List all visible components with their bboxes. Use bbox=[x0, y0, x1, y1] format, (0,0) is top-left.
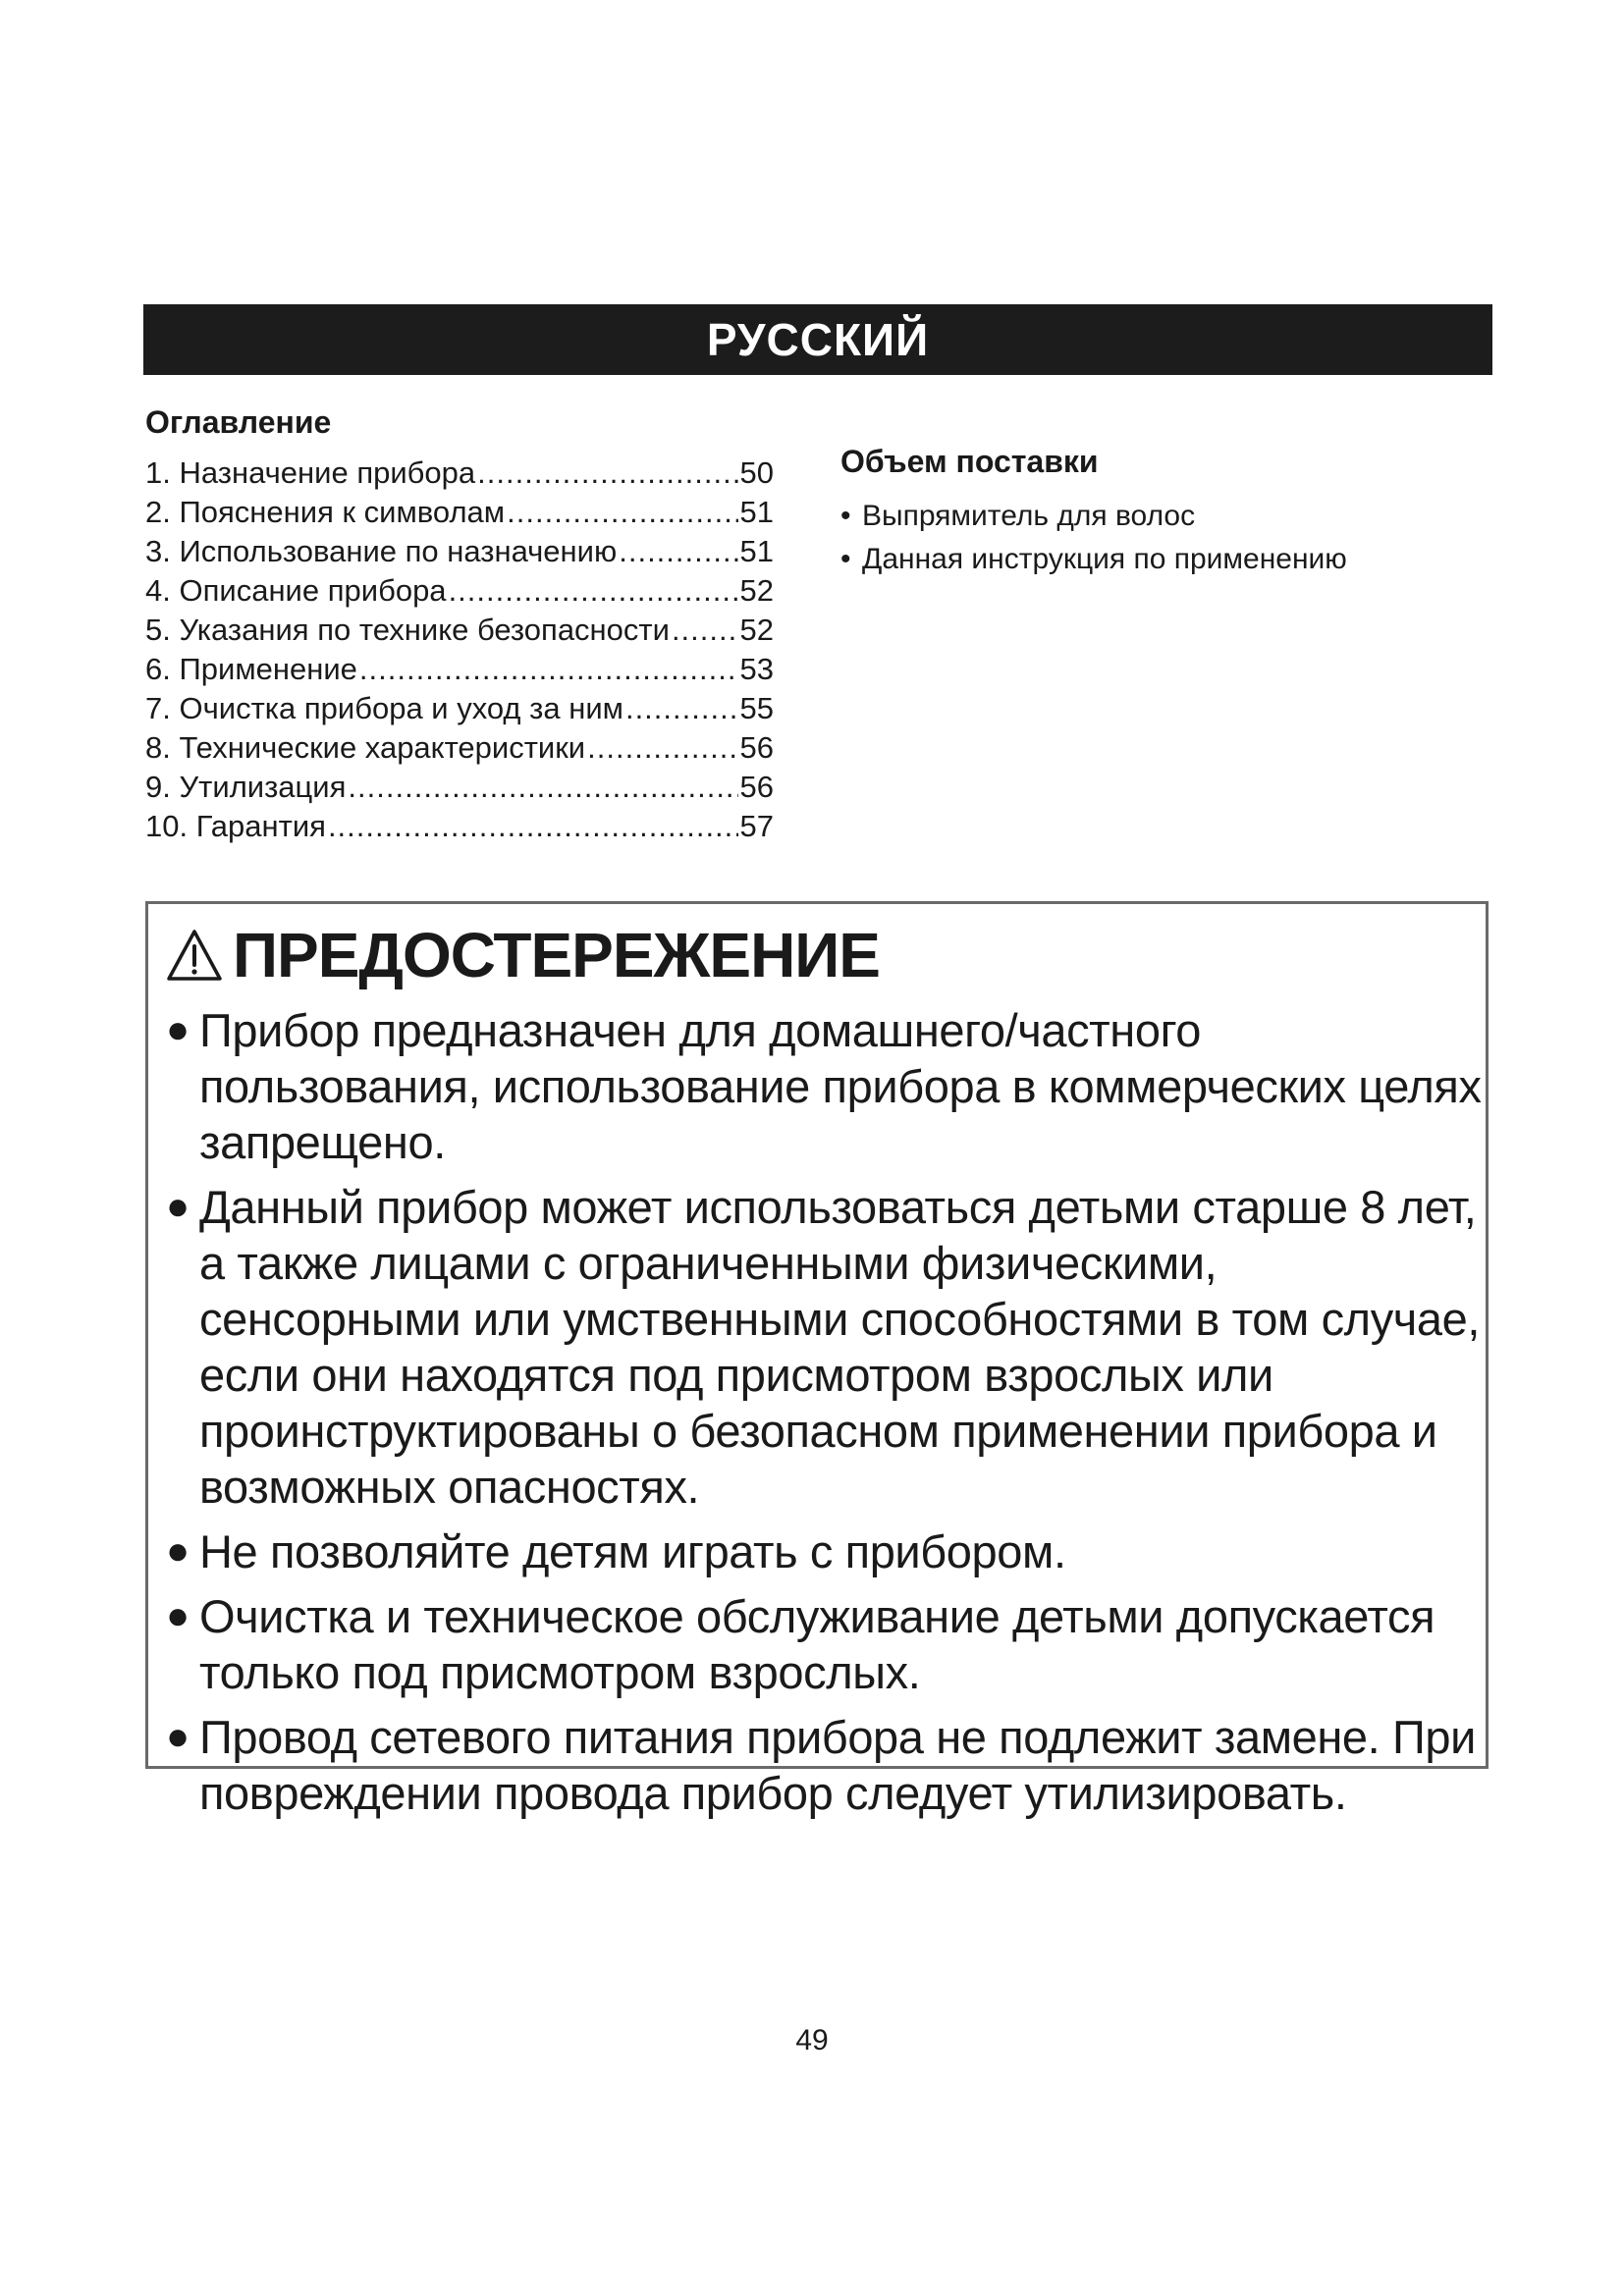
bullet-icon: ● bbox=[166, 1185, 190, 1228]
list-item bbox=[840, 495, 1508, 538]
delivery-item-text: Данная инструкция по применению bbox=[862, 543, 1347, 575]
warning-item-text: Не позволяйте детям играть с прибором. bbox=[199, 1525, 1066, 1577]
warning-item-text: Данный прибор может использоваться детьми старше 8 лет, а также лицами с ограниченными физическими, сенсорными или умственными способностями в том случае, если они находятся под присмотром взрослых или проинструктированы о безопасном применении прибора и возможных опасностях. bbox=[199, 1181, 1481, 1513]
warning-item-text: Провод сетевого питания прибора не подлежит замене. При повреждении провода прибор следует утилизировать. bbox=[199, 1711, 1476, 1819]
toc-item-number: 9. bbox=[145, 770, 171, 804]
toc-item-page: 52 bbox=[739, 573, 774, 608]
bullet-icon: ● bbox=[166, 1008, 190, 1051]
toc-item-number: 8. bbox=[145, 730, 171, 765]
toc-item-page: 56 bbox=[739, 770, 774, 804]
toc-leader-dots bbox=[672, 611, 738, 650]
toc-item-number: 7. bbox=[145, 691, 171, 725]
toc-item-label: Гарантия bbox=[195, 809, 326, 843]
toc-heading: Оглавление bbox=[145, 404, 332, 440]
list-item bbox=[166, 1588, 1482, 1700]
toc-leader-dots bbox=[477, 454, 737, 493]
list-item bbox=[166, 1523, 1482, 1579]
toc-item-page: 52 bbox=[739, 613, 774, 647]
toc-item-number: 5. bbox=[145, 613, 171, 647]
warning-header bbox=[166, 916, 880, 994]
toc-item-page: 51 bbox=[739, 495, 774, 529]
toc-leader-dots bbox=[449, 571, 738, 611]
toc-item-page: 50 bbox=[739, 455, 774, 490]
list-item bbox=[166, 1709, 1482, 1821]
bullet-icon: ● bbox=[166, 1529, 190, 1573]
delivery-contents bbox=[840, 440, 1508, 581]
toc-item-label: Назначение прибора bbox=[179, 455, 476, 490]
page-number: 49 bbox=[795, 2024, 829, 2056]
toc-item-page: 51 bbox=[739, 534, 774, 568]
toc-item-label: Использование по назначению bbox=[179, 534, 618, 568]
toc-item-label: Описание прибора bbox=[179, 573, 447, 608]
toc-item bbox=[145, 807, 774, 846]
toc-item-label: Очистка прибора и уход за ним bbox=[179, 691, 623, 725]
toc-item-number: 4. bbox=[145, 573, 171, 608]
list-item bbox=[166, 1179, 1482, 1515]
toc-item-label: Технические характеристики bbox=[179, 730, 586, 765]
toc-leader-dots bbox=[348, 768, 737, 807]
toc-item-number: 3. bbox=[145, 534, 171, 568]
toc-item bbox=[145, 611, 774, 650]
warning-title: ПРЕДОСТЕРЕЖЕНИЕ bbox=[233, 920, 880, 990]
toc-item-label: Пояснения к символам bbox=[179, 495, 506, 529]
list-item bbox=[840, 538, 1508, 581]
toc-item bbox=[145, 571, 774, 611]
toc-item bbox=[145, 689, 774, 728]
toc-leader-dots bbox=[587, 728, 737, 768]
toc-leader-dots bbox=[359, 650, 738, 689]
toc-item-number: 1. bbox=[145, 455, 171, 490]
toc-item-number: 2. bbox=[145, 495, 171, 529]
toc-item bbox=[145, 493, 774, 532]
warning-item-text: Очистка и техническое обслуживание детьми допускается только под присмотром взрослых. bbox=[199, 1590, 1435, 1698]
toc-item-page: 55 bbox=[739, 691, 774, 725]
bullet-icon: ● bbox=[166, 1715, 190, 1758]
toc-leader-dots bbox=[625, 689, 738, 728]
toc-item-label: Применение bbox=[179, 652, 357, 686]
toc-item-page: 56 bbox=[739, 730, 774, 765]
bullet-icon: • bbox=[840, 500, 851, 532]
list-item bbox=[166, 1002, 1482, 1170]
warning-item-text: Прибор предназначен для домашнего/частного пользования, использование прибора в коммерческих целях запрещено. bbox=[199, 1004, 1482, 1168]
toc-item bbox=[145, 650, 774, 689]
warning-triangle-icon bbox=[166, 929, 223, 982]
warning-box bbox=[145, 901, 1489, 1819]
table-of-contents bbox=[145, 400, 774, 846]
toc-item bbox=[145, 768, 774, 807]
toc-item-page: 57 bbox=[739, 809, 774, 843]
warning-list bbox=[166, 1002, 1482, 1830]
delivery-contents-heading: Объем поставки bbox=[840, 444, 1099, 479]
toc-item bbox=[145, 728, 774, 768]
toc-item-number: 6. bbox=[145, 652, 171, 686]
toc-item bbox=[145, 454, 774, 493]
language-header-bar bbox=[143, 304, 1492, 375]
toc-item bbox=[145, 532, 774, 571]
toc-leader-dots bbox=[619, 532, 737, 571]
delivery-item-text: Выпрямитель для волос bbox=[862, 500, 1196, 532]
toc-leader-dots bbox=[507, 493, 737, 532]
toc-item-number: 10. bbox=[145, 809, 189, 843]
toc-item-page: 53 bbox=[739, 652, 774, 686]
toc-leader-dots bbox=[328, 807, 738, 846]
toc-item-label: Утилизация bbox=[179, 770, 347, 804]
bullet-icon: • bbox=[840, 543, 851, 575]
bullet-icon: ● bbox=[166, 1594, 190, 1637]
toc-list bbox=[145, 454, 774, 846]
language-label: РУССКИЙ bbox=[706, 314, 930, 365]
delivery-contents-list bbox=[840, 495, 1508, 581]
toc-item-label: Указания по технике безопасности bbox=[179, 613, 670, 647]
